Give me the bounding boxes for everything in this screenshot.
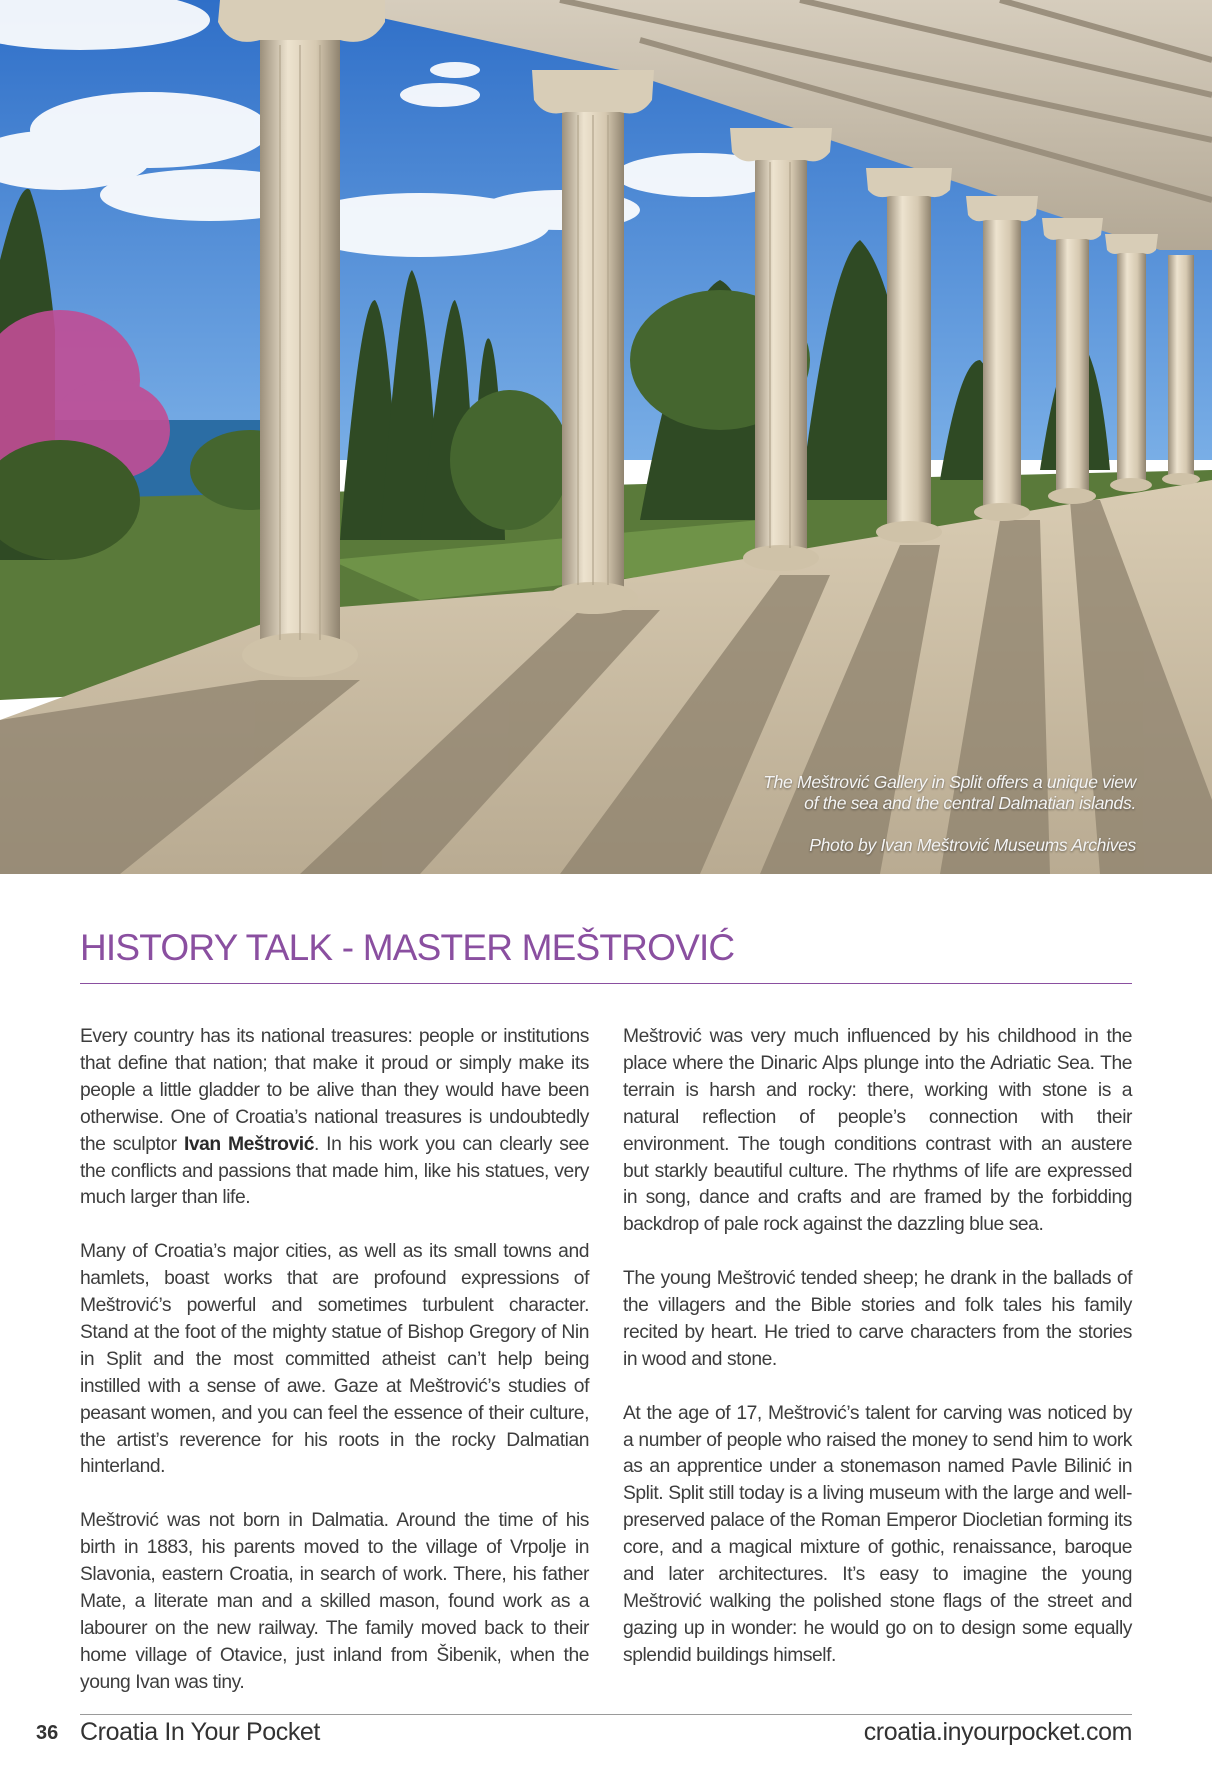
left-column <box>80 1024 589 1697</box>
article-title: HISTORY TALK - MASTER MEŠTROVIĆ <box>80 927 735 968</box>
publication-name: Croatia In Your Pocket <box>80 1718 320 1746</box>
photo-caption-line: of the sea and the central Dalmatian islands. <box>804 793 1136 813</box>
title-divider <box>80 983 1132 984</box>
colonnade-illustration <box>0 0 1212 874</box>
photo-caption-line: The Meštrović Gallery in Split offers a unique view <box>763 772 1136 792</box>
paragraph: Meštrović was not born in Dalmatia. Around the time of his birth in 1883, his parents moved to the village of Vrpolje in Slavonia, eastern Croatia, in search of work. There, his father Mate, a literate man and a skilled mason, found work as a labourer on the new railway. The family moved back to their home village of Otavice, just inland from Šibenik, when the young Ivan was tiny. <box>80 1510 589 1693</box>
sculptor-name: Ivan Meštrović <box>183 1133 314 1155</box>
hero-photo <box>0 0 1212 874</box>
footer-divider <box>80 1714 1132 1715</box>
paragraph: Many of Croatia’s major cities, as well as its small towns and hamlets, boast works that are profound expressions of Meštrović’s powerful and sometimes turbulent character. Stand at the foot of the mighty statue of Bishop Gregory of Nin in Split and the most committed atheist can’t help being instilled with a sense of awe. Gaze at Meštrović’s studies of peasant women, and you can feel the essence of their culture, the artist’s reverence for his roots in the rocky Dalmatian hinterland. <box>80 1241 589 1478</box>
paragraph: Meštrović was very much influenced by his childhood in the place where the Dinaric Alps plunge into the Adriatic Sea. The terrain is harsh and rocky: there, working with stone is a natural reflection of people’s connection with their environment. The tough conditions contrast with an austere but starkly beautiful culture. The rhythms of life are expressed in song, dance and crafts and are framed by the forbidding backdrop of pale rock against the dazzling blue sea. <box>623 1026 1132 1236</box>
paragraph: The young Meštrović tended sheep; he drank in the ballads of the villagers and the Bible stories and folk tales his family recited by heart. He tried to carve characters from the stories in wood and stone. <box>623 1268 1132 1370</box>
page-number: 36 <box>36 1722 59 1744</box>
photo-credit: Photo by Ivan Meštrović Museums Archives <box>809 835 1136 855</box>
right-column <box>623 1024 1132 1670</box>
publication-url[interactable]: croatia.inyourpocket.com <box>863 1718 1132 1746</box>
paragraph: Every country has its national treasures: people or institutions that define that nation; that make it proud or simply make its people a little gladder to be alive than they would have been otherwise. One of Croatia’s national treasures is undoubtedly the sculptor Ivan Meštrović. In his work you can clearly see the conflicts and passions that made him, like his statues, very much larger than life. <box>80 1026 590 1209</box>
photo-caption <box>763 772 1136 814</box>
paragraph: At the age of 17, Meštrović’s talent for carving was noticed by a number of people who raised the money to send him to work as an apprentice under a stonemason named Pavle Bilinić in Split. Split still today is a living museum with the large and well-preserved palace of the Roman Emperor Diocletian forming its core, and a magical mixture of gothic, renaissance, baroque and later architectures. It’s easy to imagine the young Meštrović walking the polished stone flags of the street and gazing up in wonder: he would go on to design some equally splendid buildings himself. <box>623 1402 1132 1666</box>
